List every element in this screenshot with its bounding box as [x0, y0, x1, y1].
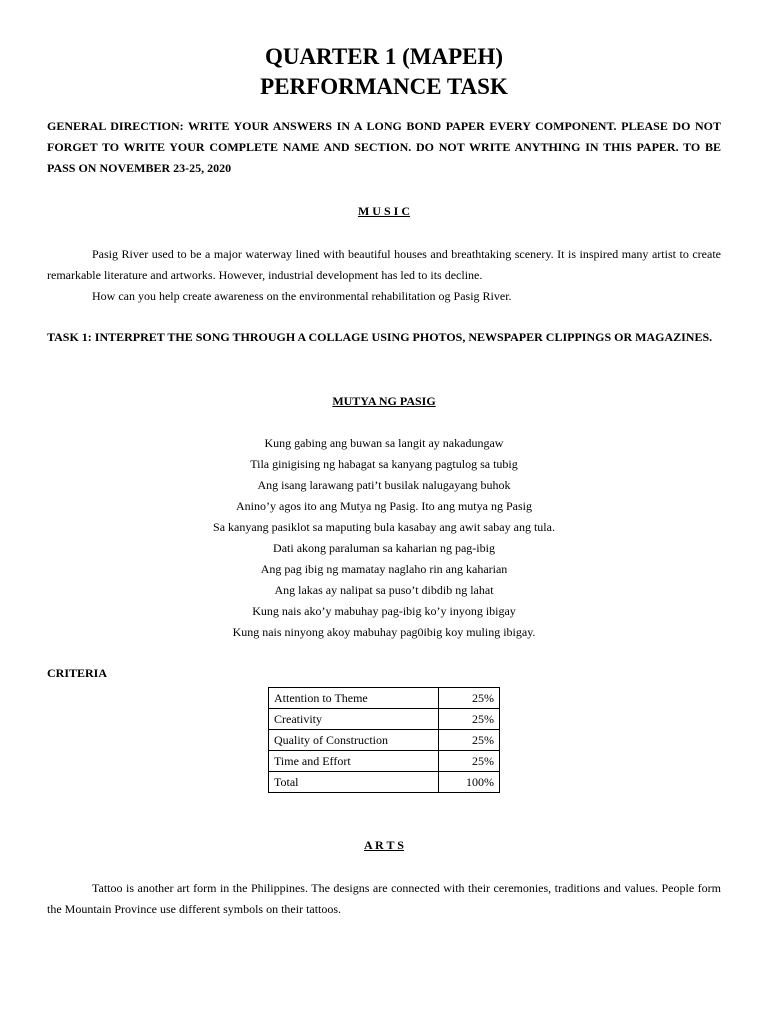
- arts-paragraph-1: [47, 878, 721, 920]
- table-row: [269, 730, 500, 751]
- criteria-name: Total: [269, 772, 439, 793]
- lyric-line: Kung nais ako’y mabuhay pag-ibig ko’y inyong ibigay: [252, 604, 516, 618]
- music-paragraph-2-text: How can you help create awareness on the environmental rehabilitation og Pasig River.: [92, 289, 512, 303]
- lyric-line: Sa kanyang pasiklot sa maputing bula kasabay ang awit sabay ang tula.: [213, 520, 555, 534]
- music-paragraph-1: [47, 244, 721, 286]
- song-lyrics: [0, 433, 768, 643]
- lyric-line: Ang pag ibig ng mamatay naglaho rin ang kaharian: [260, 562, 508, 576]
- table-row: [269, 751, 500, 772]
- document-title-line2: PERFORMANCE TASK: [260, 74, 508, 99]
- criteria-label: CRITERIA: [47, 666, 108, 680]
- lyric-line: Kung nais ninyong akoy mabuhay pag0ibig koy muling ibigay.: [232, 625, 536, 639]
- lyric-line: Anino’y agos ito ang Mutya ng Pasig. Ito ang mutya ng Pasig: [236, 499, 532, 513]
- lyric-line: Ang isang larawang pati’t busilak nalugayang buhok: [257, 478, 511, 492]
- criteria-percent: 25%: [439, 688, 500, 709]
- document-title-line1: QUARTER 1 (MAPEH): [264, 44, 504, 69]
- criteria-percent: 100%: [439, 772, 500, 793]
- criteria-name: Time and Effort: [269, 751, 439, 772]
- music-paragraph-2: [47, 286, 721, 307]
- lyric-line: Tila ginigising ng habagat sa kanyang pagtulog sa tubig: [250, 457, 518, 471]
- criteria-table: [268, 687, 500, 793]
- table-row: [269, 688, 500, 709]
- criteria-name: Quality of Construction: [269, 730, 439, 751]
- criteria-name: Attention to Theme: [269, 688, 439, 709]
- criteria-percent: 25%: [439, 751, 500, 772]
- table-row: [269, 709, 500, 730]
- song-title: MUTYA NG PASIG: [332, 394, 436, 408]
- criteria-name: Creativity: [269, 709, 439, 730]
- lyric-line: Kung gabing ang buwan sa langit ay nakadungaw: [264, 436, 504, 450]
- criteria-percent: 25%: [439, 709, 500, 730]
- arts-paragraph-1-text: Tattoo is another art form in the Philippines. The designs are connected with their ceremonies, traditions and values. People form the Mountain Province use different symbols on their tattoos.: [47, 881, 721, 916]
- table-row: [269, 772, 500, 793]
- general-direction: GENERAL DIRECTION: WRITE YOUR ANSWERS IN A LONG BOND PAPER EVERY COMPONENT. PLEASE DO NOT FORGET TO WRITE YOUR COMPLETE NAME AND SECTION. DO NOT WRITE ANYTHING IN THIS PAPER. TO BE PASS ON NOVEMBER 23-25, 2020: [47, 119, 721, 175]
- task-1-instruction: TASK 1: INTERPRET THE SONG THROUGH A COLLAGE USING PHOTOS, NEWSPAPER CLIPPINGS OR MAGAZINES.: [47, 330, 713, 344]
- criteria-percent: 25%: [439, 730, 500, 751]
- music-paragraph-1-text: Pasig River used to be a major waterway lined with beautiful houses and breathtaking scenery. It is inspired many artist to create remarkable literature and artworks. However, industrial development has led to its decline.: [47, 247, 721, 282]
- arts-heading: A R T S: [364, 838, 404, 852]
- lyric-line: Ang lakas ay nalipat sa puso’t dibdib ng lahat: [274, 583, 494, 597]
- lyric-line: Dati akong paraluman sa kaharian ng pag-ibig: [273, 541, 495, 555]
- music-heading: M U S I C: [357, 204, 410, 218]
